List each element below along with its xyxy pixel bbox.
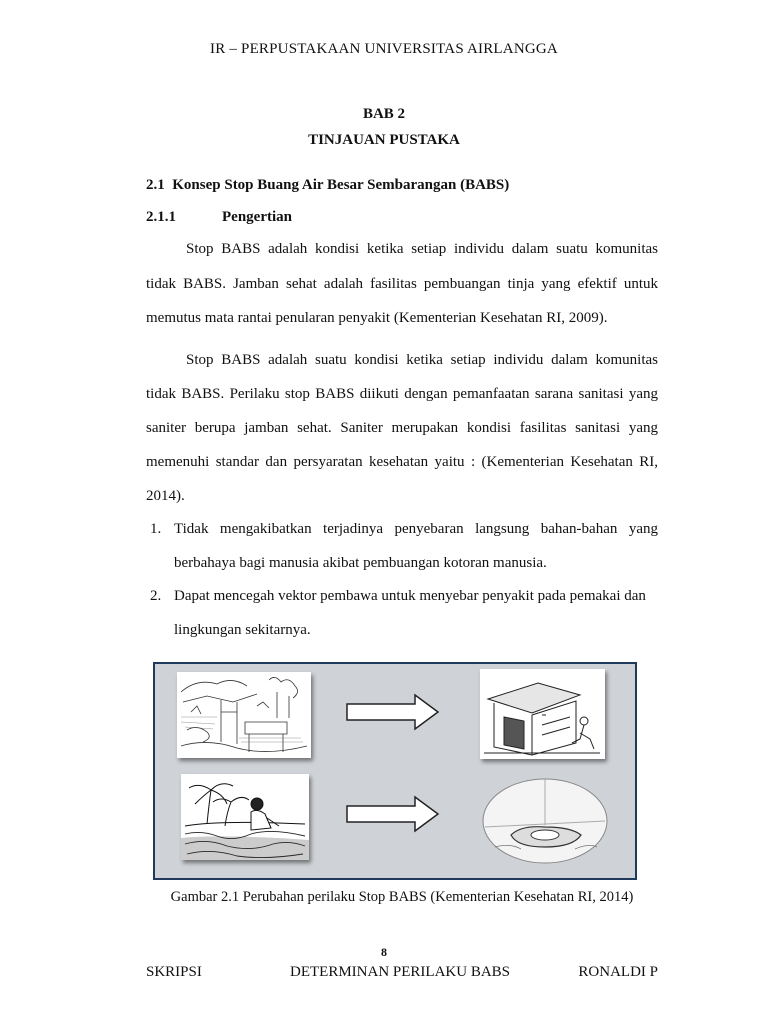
footer-left: SKRIPSI — [146, 964, 202, 980]
chapter-number: BAB 2 — [362, 106, 406, 122]
squat-toilet-illustration — [481, 777, 609, 865]
list-item-number: 2. — [150, 588, 162, 604]
paragraph-2-line: 2014). — [146, 488, 185, 504]
latrine-hut-illustration — [480, 669, 605, 759]
section-title: Konsep Stop Buang Air Besar Sembarangan (BABS) — [172, 177, 510, 193]
paragraph-2-line: Stop BABS adalah suatu kondisi ketika setiap individu dalam komunitas — [186, 352, 658, 368]
subsection-heading — [146, 209, 292, 226]
paragraph-2-line: saniter berupa jamban sehat. Saniter merupakan kondisi fasilitas sanitasi yang — [146, 420, 658, 436]
section-heading — [146, 177, 509, 194]
paragraph-1-line: Stop BABS adalah kondisi ketika setiap individu dalam suatu komunitas — [186, 241, 658, 257]
page-number: 8 — [381, 945, 387, 959]
list-item-line: lingkungan sekitarnya. — [174, 622, 311, 638]
sketch-drawing — [480, 669, 605, 759]
figure-panel — [153, 662, 637, 880]
paragraph-2-line: memenuhi standar dan persyaratan kesehatan yaitu : (Kementerian Kesehatan RI, — [146, 454, 658, 470]
list-item-line: Tidak mengakibatkan terjadinya penyebaran langsung bahan-bahan yang — [174, 521, 658, 537]
sketch-drawing — [481, 777, 609, 865]
subsection-title: Pengertian — [222, 209, 292, 225]
list-item-number: 1. — [150, 521, 162, 537]
paragraph-2-line: tidak BABS. Perilaku stop BABS diikuti dengan pemanfaatan sarana sanitasi yang — [146, 386, 658, 402]
sketch-drawing — [177, 672, 311, 758]
open-defecation-illustration — [177, 672, 311, 758]
figure-caption: Gambar 2.1 Perubahan perilaku Stop BABS (Kementerian Kesehatan RI, 2014) — [170, 889, 634, 905]
sketch-drawing — [181, 774, 309, 860]
paragraph-1-line: tidak BABS. Jamban sehat adalah fasilitas pembuangan tinja yang efektif untuk — [146, 276, 658, 292]
arrow-right-icon — [345, 794, 441, 834]
sea-defecation-illustration — [181, 774, 309, 860]
section-number: 2.1 — [146, 177, 165, 193]
list-item-line: Dapat mencegah vektor pembawa untuk menyebar penyakit pada pemakai dan — [174, 588, 646, 604]
list-item-line: berbahaya bagi manusia akibat pembuangan kotoran manusia. — [174, 555, 547, 571]
subsection-number: 2.1.1 — [146, 209, 176, 225]
chapter-title: TINJAUAN PUSTAKA — [308, 132, 460, 148]
footer-right: RONALDI P — [578, 964, 658, 980]
running-header: IR – PERPUSTAKAAN UNIVERSITAS AIRLANGGA — [210, 41, 558, 57]
footer-center: DETERMINAN PERILAKU BABS — [290, 964, 511, 980]
paragraph-1-line: memutus mata rantai penularan penyakit (Kementerian Kesehatan RI, 2009). — [146, 310, 608, 326]
arrow-right-icon — [345, 692, 441, 732]
